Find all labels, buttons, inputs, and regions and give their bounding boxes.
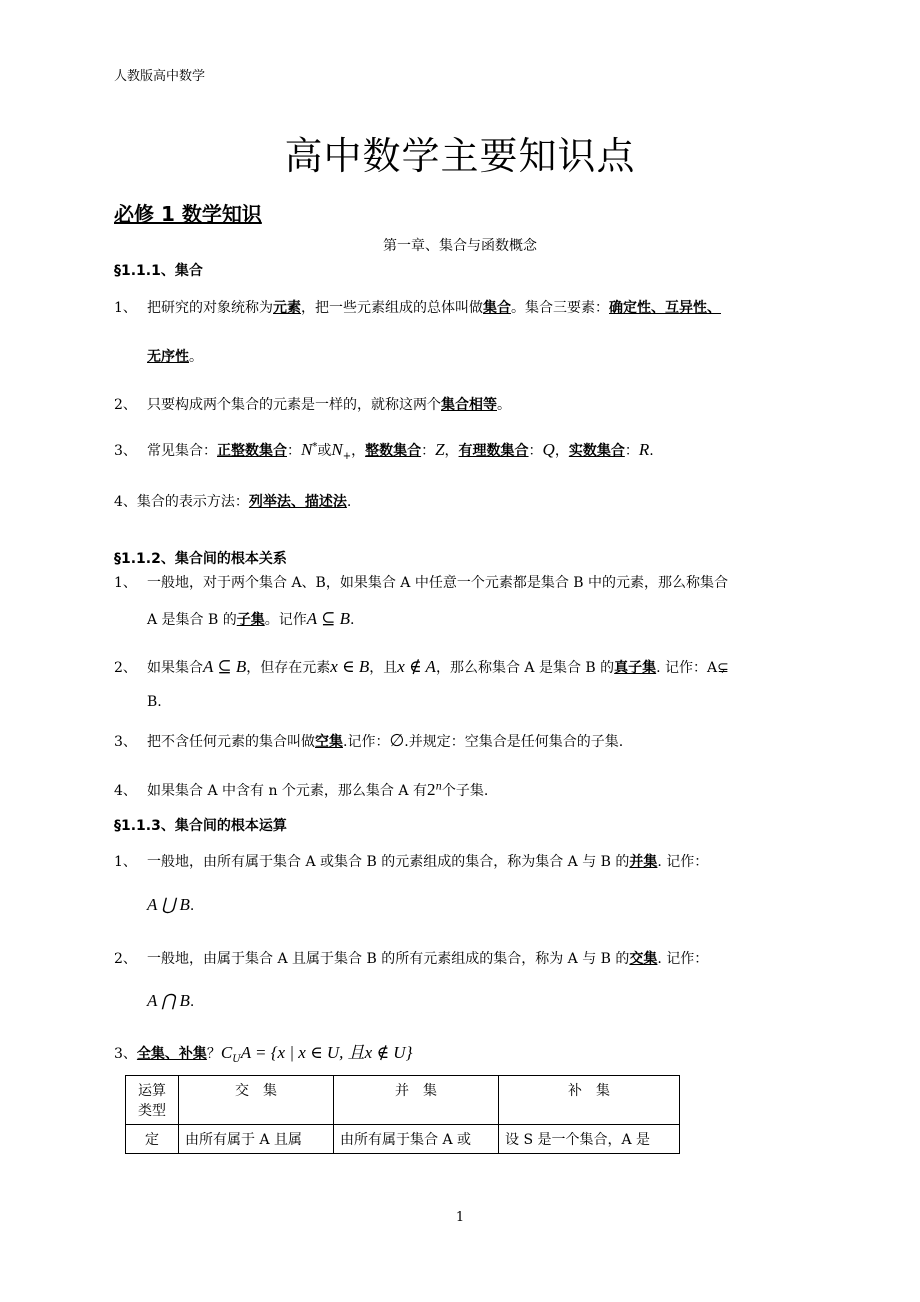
math-superscript: n xyxy=(435,781,442,793)
table-cell: 定 xyxy=(126,1125,179,1154)
term-representation: 列举法、描述法 xyxy=(248,494,347,510)
s111-item-3 xyxy=(114,440,654,462)
text: 。 xyxy=(189,349,203,365)
math-superscript: * xyxy=(312,441,318,453)
text: ，且 xyxy=(369,660,398,676)
term-subset: 子集 xyxy=(236,612,265,628)
page-number: 1 xyxy=(455,1210,465,1225)
text: 。 xyxy=(497,397,511,413)
empty-set-symbol: ∅ xyxy=(389,731,405,750)
text: 把研究的对象统称为 xyxy=(147,300,273,316)
math-symbol: Q xyxy=(542,440,555,459)
text: .并规定：空集合是任何集合的子集. xyxy=(404,734,624,750)
text: 一般地，由所有属于集合 A 或集合 B 的元素组成的集合，称为集合 A 与 B 的 xyxy=(147,854,630,870)
math-symbol: Z xyxy=(435,440,445,459)
table-header-cell: 补 集 xyxy=(499,1076,680,1125)
term-positive-integers: 正整数集合 xyxy=(217,443,287,459)
s113-item-3 xyxy=(114,1038,412,1065)
math-symbol: R xyxy=(638,440,650,459)
set-operations-table xyxy=(125,1075,680,1154)
term-reals: 实数集合 xyxy=(568,443,625,459)
term-union: 并集 xyxy=(629,854,658,870)
math-symbol: N xyxy=(301,440,313,459)
s113-item-2-cont xyxy=(147,991,194,1011)
text: A 是集合 B 的 xyxy=(147,612,237,628)
text: 一般地，由属于集合 A 且属于集合 B 的所有元素组成的集合，称为 A 与 B 的 xyxy=(147,951,630,967)
item-number: 3、 xyxy=(114,443,137,459)
math-power-base: 2 xyxy=(426,780,436,799)
text: 只要构成两个集合的元素是一样的，就称这两个 xyxy=(147,397,441,413)
text: ： xyxy=(528,443,543,459)
math-intersection: A ⋂ B xyxy=(147,991,190,1010)
math-element-of: x ∈ B xyxy=(330,657,370,676)
item-number: 1、 xyxy=(114,854,137,870)
term-empty-set: 空集 xyxy=(315,734,343,750)
item-number: 4、 xyxy=(114,494,137,510)
text: . xyxy=(349,612,355,628)
s112-item-4 xyxy=(114,780,488,800)
text: . xyxy=(346,494,352,510)
table-cell: 设 S 是一个集合，A 是 xyxy=(499,1125,680,1154)
s113-item-1-cont xyxy=(147,895,194,915)
table-cell: 由所有属于集合 A 或 xyxy=(334,1125,499,1154)
text: ？ xyxy=(206,1046,221,1062)
s112-item-3 xyxy=(114,731,623,751)
term-equal-sets: 集合相等 xyxy=(441,397,497,413)
text: 如果集合 A 中含有 n 个元素，那么集合 A 有 xyxy=(147,783,427,799)
text: . 记作： xyxy=(657,951,709,967)
item-number: 2、 xyxy=(114,397,137,413)
item-number: 1、 xyxy=(114,300,137,316)
text: ， xyxy=(444,443,459,459)
term-properties: 确定性、互异性、 xyxy=(609,300,721,316)
text: ，把一些元素组成的总体叫做 xyxy=(301,300,483,316)
text: . 记作： xyxy=(657,854,709,870)
s111-item-1 xyxy=(114,297,721,317)
text: . xyxy=(649,443,654,459)
page-header: 人教版高中数学 xyxy=(114,69,206,84)
s113-item-1 xyxy=(114,851,708,871)
math-union: A ⋃ B xyxy=(147,895,190,914)
text: 一般地，对于两个集合 A、B，如果集合 A 中任意一个元素都是集合 B 中的元素，那么称集合 xyxy=(147,575,729,591)
table-header-row xyxy=(126,1076,680,1125)
s112-item-2-cont: B. xyxy=(147,694,162,710)
term-integers: 整数集合 xyxy=(365,443,422,459)
text: . xyxy=(189,898,195,914)
term-intersection: 交集 xyxy=(629,951,658,967)
item-number: 3、 xyxy=(114,734,137,750)
s112-item-2 xyxy=(114,657,729,677)
s113-item-2 xyxy=(114,948,708,968)
term-element: 元素 xyxy=(273,300,301,316)
text: ，但存在元素 xyxy=(246,660,331,676)
s111-item-2 xyxy=(114,394,511,414)
s112-item-1 xyxy=(114,572,728,592)
table-header-cell: 并 集 xyxy=(334,1076,499,1125)
math-complement-symbol: C xyxy=(220,1043,233,1062)
math-complement-definition: A = {x | x ∈ U, 且x ∉ U} xyxy=(240,1043,413,1062)
chapter-heading: 第一章、集合与函数概念 xyxy=(383,238,537,254)
s111-item-4 xyxy=(114,491,351,511)
s111-item-1-cont xyxy=(147,346,203,366)
term-unordered: 无序性 xyxy=(147,349,189,365)
item-number: 2、 xyxy=(114,660,137,676)
text: ，那么称集合 A 是集合 B 的 xyxy=(435,660,615,676)
text: ： xyxy=(287,443,301,459)
text: ， xyxy=(554,443,569,459)
text: 个子集. xyxy=(441,783,489,799)
text: ： xyxy=(421,443,436,459)
term-universal-complement: 全集、补集 xyxy=(136,1046,207,1062)
math-subset: A ⊆ B xyxy=(203,657,247,676)
text: .记作： xyxy=(343,734,390,750)
item-number: 4、 xyxy=(114,783,137,799)
s112-item-1-cont xyxy=(147,609,354,629)
module-heading: 必修 1 数学知识 xyxy=(114,202,262,226)
text: ， xyxy=(351,443,366,459)
term-set: 集合 xyxy=(483,300,511,316)
section-heading-1-1-3: §1.1.3、集合间的根本运算 xyxy=(114,818,287,834)
text: ： xyxy=(624,443,639,459)
term-proper-subset: 真子集 xyxy=(614,660,657,676)
page-title: 高中数学主要知识点 xyxy=(284,134,636,178)
math-subscript: U xyxy=(232,1053,241,1065)
item-number: 1、 xyxy=(114,575,137,591)
term-rationals: 有理数集合 xyxy=(458,443,529,459)
text: . xyxy=(189,994,195,1010)
section-heading-1-1-2: §1.1.2、集合间的根本关系 xyxy=(114,551,287,567)
table-cell: 由所有属于 A 且属 xyxy=(179,1125,334,1154)
text: 常见集合： xyxy=(147,443,217,459)
table-header-cell: 运算 类型 xyxy=(126,1076,179,1125)
text: 。集合三要素： xyxy=(511,300,609,316)
section-heading-1-1-1: §1.1.1、集合 xyxy=(114,263,203,279)
text: 集合的表示方法： xyxy=(136,494,249,510)
item-number: 3、 xyxy=(114,1046,137,1062)
table-row xyxy=(126,1125,680,1154)
text: 如果集合 xyxy=(147,660,203,676)
table-header-cell: 交 集 xyxy=(179,1076,334,1125)
text: 把不含任何元素的集合叫做 xyxy=(147,734,315,750)
text: 。记作 xyxy=(264,612,307,628)
math-subscript: + xyxy=(342,450,352,462)
item-number: 2、 xyxy=(114,951,137,967)
text: . 记作：A⊊ xyxy=(656,660,729,676)
math-subset: A ⊆ B xyxy=(306,609,350,628)
math-symbol: N xyxy=(331,440,343,459)
text: 或 xyxy=(317,443,332,459)
math-not-element-of: x ∉ A xyxy=(397,657,436,676)
